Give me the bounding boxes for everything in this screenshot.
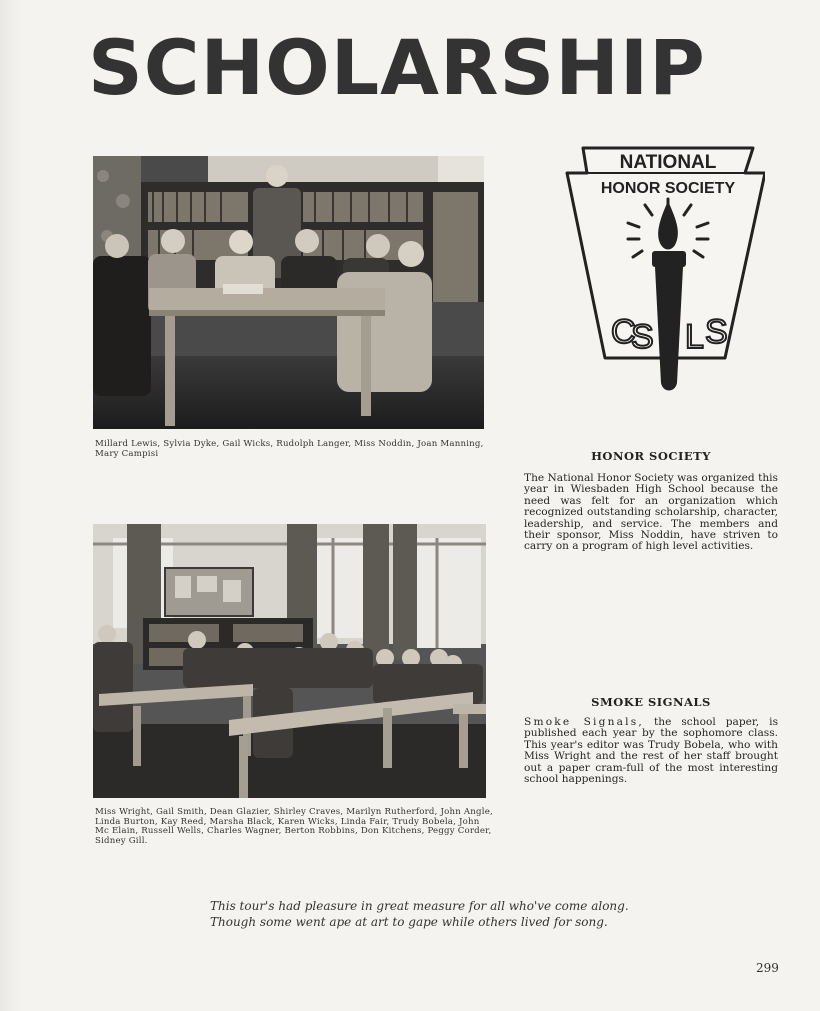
page-number: 299 — [756, 961, 779, 975]
smoke-signals-photo-caption: Miss Wright, Gail Smith, Dean Glazier, Shirley Craves, Marilyn Rutherford, John Angle, Linda Burton, Kay Reed, Marsha Black, Karen Wicks, Linda Fair, Trudy Bobela, John Mc Elain, Russell Wells, Charles Wagner, Berton Robbins, Don Kitchens, Peggy Corder, Sidney Gill. — [95, 807, 493, 846]
smoke-signals-body-text: the school paper, is published each year by the sophomore class. This year's editor was Trudy Bobela, who with Miss Wright and the rest of her staff brought out a paper cram-full of the most interesting school happenings. — [524, 716, 779, 786]
poem-line-1: This tour's had pleasure in great measure for all who've come along. — [210, 899, 629, 913]
honor-society-heading: HONOR SOCIETY — [591, 449, 711, 463]
emblem-letter-s2: S — [705, 313, 728, 351]
poem-verse — [210, 898, 650, 930]
smoke-signals-photo-illustration — [93, 524, 486, 798]
emblem-letter-l: L — [685, 318, 704, 356]
emblem-letter-s: S — [631, 318, 654, 356]
smoke-signals-body — [524, 717, 778, 785]
smoke-signals-photo — [93, 524, 486, 798]
poem-line-2: Though some went ape at art to gape while others lived for song. — [210, 915, 608, 929]
page-binding-edge — [0, 0, 22, 1011]
emblem-letter-c: C — [611, 313, 636, 351]
honor-society-photo — [93, 156, 484, 429]
national-honor-society-emblem — [565, 143, 765, 398]
honor-society-photo-caption: Millard Lewis, Sylvia Dyke, Gail Wicks, Rudolph Langer, Miss Noddin, Joan Manning, Mary Campisi — [95, 439, 484, 459]
smoke-signals-lead: Smoke Signals, — [524, 716, 644, 728]
honor-society-photo-illustration — [93, 156, 484, 429]
emblem-line2: HONOR SOCIETY — [600, 180, 736, 197]
smoke-signals-heading: SMOKE SIGNALS — [591, 695, 711, 709]
emblem-line1: NATIONAL — [619, 152, 717, 173]
honor-society-body: The National Honor Society was organized this year in Wiesbaden High School because the need was felt for an organization which recognized outstanding scholarship, character, leadership, and service. The members and their sponsor, Miss Noddin, have striven to carry on a program of high level activities. — [524, 472, 778, 553]
torch-emblem-icon — [565, 143, 765, 398]
page-title: SCHOLARSHIP — [88, 23, 706, 112]
